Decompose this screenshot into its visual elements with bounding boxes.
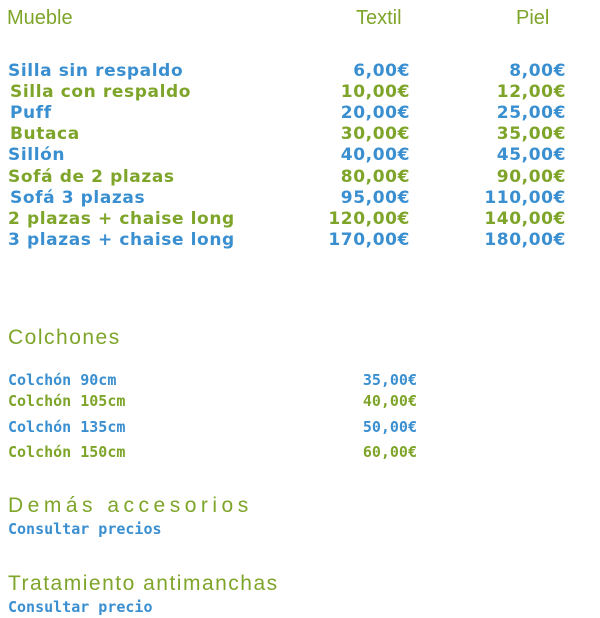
furniture-name: Butaca (10, 124, 80, 144)
colchon-price: 60,00€ (362, 443, 417, 461)
furniture-price-textil: 120,00€ (328, 209, 410, 229)
colchon-name: Colchón 90cm (8, 371, 117, 389)
furniture-price-textil: 6,00€ (353, 61, 410, 81)
furniture-name: Sofá 3 plazas (10, 188, 146, 208)
furniture-price-piel: 110,00€ (484, 188, 566, 208)
furniture-price-piel: 45,00€ (496, 145, 566, 165)
furniture-price-piel: 35,00€ (496, 124, 566, 144)
furniture-price-textil: 10,00€ (340, 82, 410, 102)
accesorios-text: Consultar precios (8, 520, 162, 538)
furniture-name: 3 plazas + chaise long (8, 230, 235, 250)
colchones-title: Colchones (8, 326, 121, 349)
furniture-name: Silla con respaldo (10, 82, 192, 102)
colchon-name: Colchón 150cm (8, 443, 126, 461)
furniture-name: Sofá de 2 plazas (8, 167, 175, 187)
furniture-name: Puff (10, 103, 52, 123)
furniture-price-textil: 40,00€ (340, 145, 410, 165)
furniture-price-piel: 25,00€ (496, 103, 566, 123)
tratamiento-text: Consultar precio (8, 598, 153, 616)
furniture-name: Sillón (8, 145, 66, 165)
furniture-price-textil: 20,00€ (340, 103, 410, 123)
furniture-price-piel: 90,00€ (496, 167, 566, 187)
header-textil: Textil (356, 7, 402, 29)
furniture-price-piel: 12,00€ (496, 82, 566, 102)
furniture-price-textil: 80,00€ (340, 167, 410, 187)
furniture-name: Silla sin respaldo (8, 61, 184, 81)
furniture-price-piel: 8,00€ (509, 61, 566, 81)
colchon-price: 35,00€ (362, 371, 417, 389)
colchon-name: Colchón 135cm (8, 418, 126, 436)
tratamiento-title: Tratamiento antimanchas (8, 572, 279, 595)
furniture-price-textil: 30,00€ (340, 124, 410, 144)
header-mueble: Mueble (7, 7, 73, 29)
furniture-price-piel: 180,00€ (484, 230, 566, 250)
colchon-price: 50,00€ (362, 418, 417, 436)
colchon-name: Colchón 105cm (8, 392, 126, 410)
colchon-price: 40,00€ (362, 392, 417, 410)
header-piel: Piel (516, 7, 550, 29)
furniture-price-textil: 95,00€ (340, 188, 410, 208)
furniture-name: 2 plazas + chaise long (8, 209, 235, 229)
accesorios-title: Demás accesorios (8, 494, 253, 517)
furniture-price-textil: 170,00€ (328, 230, 410, 250)
furniture-price-piel: 140,00€ (484, 209, 566, 229)
